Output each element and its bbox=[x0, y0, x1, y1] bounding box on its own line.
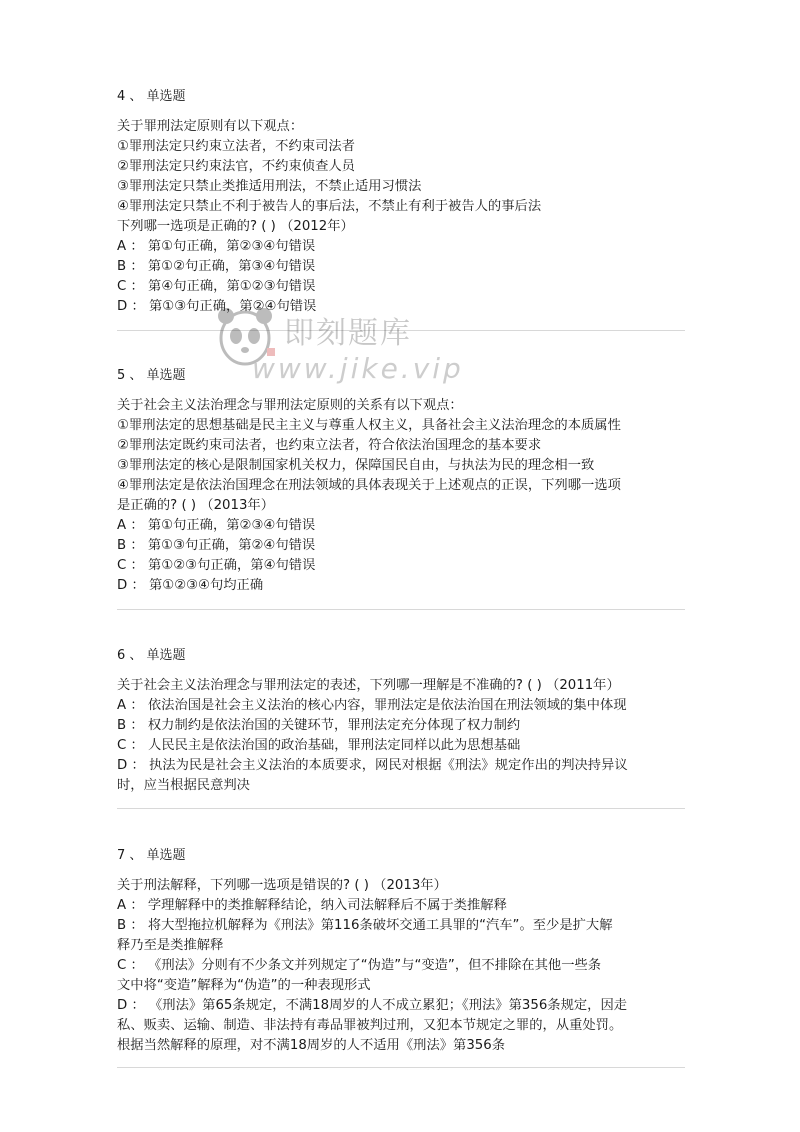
question-6 bbox=[117, 646, 687, 796]
question-4 bbox=[117, 87, 687, 317]
statement-line: ②罪刑法定只约束法官，不约束侦查人员 bbox=[117, 159, 355, 174]
question-divider bbox=[117, 330, 685, 331]
option-b: B ： 第①③句正确，第②④句错误 bbox=[117, 538, 316, 553]
statement-line: ③罪刑法定的核心是限制国家机关权力，保障国民自由，与执法为民的理念相一致 bbox=[117, 458, 595, 473]
question-header: 4 、 单选题 bbox=[117, 89, 186, 104]
option-c: C ： 《刑法》分则有不少条文并列规定了“伪造”与“变造”，但不排除在其他一些条 bbox=[117, 958, 602, 973]
option-a: A ： 依法治国是社会主义法治的核心内容，罪刑法定是依法治国在刑法领域的集中体现 bbox=[117, 698, 627, 713]
option-b: B ： 将大型拖拉机解释为《刑法》第116条破坏交通工具罪的“汽车”。至少是扩大解 bbox=[117, 918, 613, 933]
question-header: 6 、 单选题 bbox=[117, 648, 186, 663]
option-b: B ： 权力制约是依法治国的关键环节，罪刑法定充分体现了权力制约 bbox=[117, 718, 521, 733]
option-c: C ： 第④句正确，第①②③句错误 bbox=[117, 279, 316, 294]
statement-line: ①罪刑法定的思想基础是民主主义与尊重人权主义，具备社会主义法治理念的本质属性 bbox=[117, 418, 621, 433]
option-c-continued: 文中将“变造”解释为“伪造”的一种表现形式 bbox=[117, 978, 371, 993]
question-header: 7 、 单选题 bbox=[117, 848, 186, 863]
question-stem: 关于罪刑法定原则有以下观点： bbox=[117, 119, 304, 134]
option-b-continued: 释乃至是类推解释 bbox=[117, 938, 224, 953]
question-stem: 关于刑法解释，下列哪一选项是错误的? ( ) （2013年） bbox=[117, 878, 447, 893]
option-d-continued: 私、贩卖、运输、制造、非法持有毒品罪被判过刑，又犯本节规定之罪的，从重处罚。 bbox=[117, 1018, 623, 1033]
option-a: A ： 第①句正确，第②③④句错误 bbox=[117, 518, 316, 533]
question-5 bbox=[117, 366, 687, 596]
question-stem: 关于社会主义法治理念与罪刑法定原则的关系有以下观点： bbox=[117, 398, 463, 413]
question-header: 5 、 单选题 bbox=[117, 368, 186, 383]
option-d-continued: 根据当然解释的原理，对不满18周岁的人不适用《刑法》第356条 bbox=[117, 1038, 506, 1053]
question-7 bbox=[117, 846, 687, 1056]
question-stem: 关于社会主义法治理念与罪刑法定的表述，下列哪一理解是不准确的? ( ) （2011年） bbox=[117, 678, 620, 693]
option-b: B ： 第①②句正确，第③④句错误 bbox=[117, 259, 316, 274]
option-c: C ： 第①②③句正确，第④句错误 bbox=[117, 558, 316, 573]
option-d: D ： 第①③句正确，第②④句错误 bbox=[117, 299, 317, 314]
option-d: D ： 第①②③④句均正确 bbox=[117, 578, 264, 593]
statement-line: ④罪刑法定只禁止不利于被告人的事后法，不禁止有利于被告人的事后法 bbox=[117, 199, 542, 214]
option-a: A ： 第①句正确，第②③④句错误 bbox=[117, 239, 316, 254]
option-a: A ： 学理解释中的类推解释结论，纳入司法解释后不属于类推解释 bbox=[117, 898, 507, 913]
question-divider bbox=[117, 609, 685, 610]
option-d: D ： 《刑法》第65条规定，不满18周岁的人不成立累犯；《刑法》第356条规定，因走 bbox=[117, 998, 628, 1013]
question-prompt: 下列哪一选项是正确的? ( ) （2012年） bbox=[117, 219, 354, 234]
statement-line: ④罪刑法定是依法治国理念在刑法领域的具体表现关于上述观点的正误，下列哪一选项 bbox=[117, 478, 621, 493]
statement-line: ①罪刑法定只约束立法者，不约束司法者 bbox=[117, 139, 355, 154]
option-d: D ： 执法为民是社会主义法治的本质要求，网民对根据《刑法》规定作出的判决持异议 bbox=[117, 758, 628, 773]
question-prompt: 是正确的? ( ) （2013年） bbox=[117, 498, 275, 513]
watermark-url: www.jike.vip bbox=[252, 352, 464, 385]
option-d-continued: 时，应当根据民意判决 bbox=[117, 778, 250, 793]
question-divider bbox=[117, 1067, 685, 1068]
statement-line: ②罪刑法定既约束司法者，也约束立法者，符合依法治国理念的基本要求 bbox=[117, 438, 542, 453]
option-c: C ： 人民民主是依法治国的政治基础，罪刑法定同样以此为思想基础 bbox=[117, 738, 521, 753]
watermark-brand: 即刻题库 bbox=[284, 316, 412, 351]
question-divider bbox=[117, 808, 685, 809]
statement-line: ③罪刑法定只禁止类推适用刑法，不禁止适用习惯法 bbox=[117, 179, 422, 194]
